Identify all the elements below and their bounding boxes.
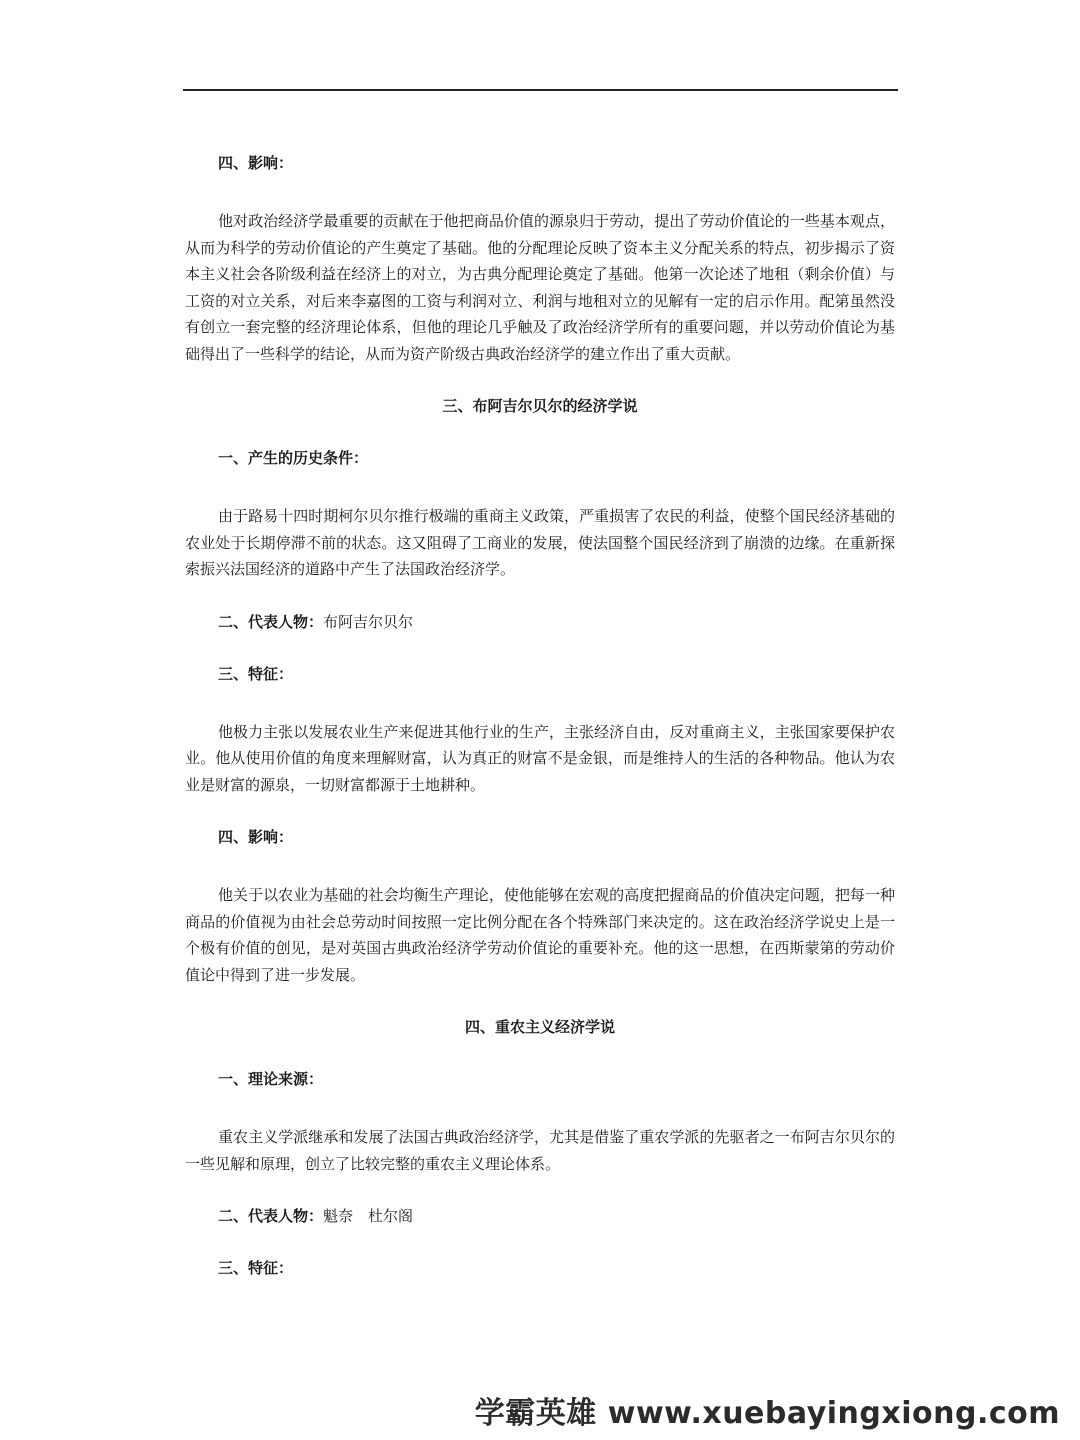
paragraph-theory-source: 重农主义学派继承和发展了法国古典政治经济学，尤其是借鉴了重农学派的先驱者之一布阿吉尔贝尔的一些见解和原理，创立了比较完整的重农主义理论体系。 bbox=[185, 1128, 895, 1173]
header-rule bbox=[183, 89, 898, 91]
paragraph-petty-influence: 他对政治经济学最重要的贡献在于他把商品价值的源泉归于劳动，提出了劳动价值论的一些基本观点，从而为科学的劳动价值论的产生奠定了基础。他的分配理论反映了资本主义分配关系的特点，初步揭示了资本主义社会各阶级利益在经济上的对立，为古典分配理论奠定了基础。他第一次论述了地租（剩余价值）与工资的对立关系，对后来李嘉图的工资与利润对立、利润与地租对立的见解有一定的启示作用。配第虽然没有创立一套完整的经济理论体系，但他的理论几乎触及了政治经济学所有的重要问题，并以劳动价值论为基础得出了一些科学的结论，从而为资产阶级古典政治经济学的建立作出了重大贡献。 bbox=[185, 212, 895, 363]
subheading-features: 三、特征： bbox=[218, 664, 294, 683]
paragraph-historical-conditions: 由于路易十四时期柯尔贝尔推行极端的重商主义政策，严重损害了农民的利益，使整个国民经济基础的农业处于长期停滞不前的状态。这又阻碍了工商业的发展，使法国整个国民经济到了崩溃的边缘。在重新探索振兴法国经济的道路中产生了法国政治经济学。 bbox=[185, 507, 895, 578]
subheading-historical-conditions: 一、产生的历史条件： bbox=[218, 449, 369, 467]
subheading-influence-2: 四、影响： bbox=[218, 828, 294, 846]
subheading-representatives-2 bbox=[185, 1203, 895, 1229]
representative-names: 魁奈 杜尔阁 bbox=[323, 1207, 414, 1225]
subheading-representative bbox=[185, 609, 895, 635]
subheading-label: 二、代表人物： bbox=[218, 1207, 324, 1225]
representative-name: 布阿吉尔贝尔 bbox=[323, 612, 414, 631]
subheading-features-2: 三、特征： bbox=[218, 1259, 294, 1277]
section-title-boisguilbert: 三、布阿吉尔贝尔的经济学说 bbox=[442, 397, 638, 415]
paragraph-boisguilbert-influence: 他关于以农业为基础的社会均衡生产理论，使他能够在宏观的高度把握商品的价值决定问题，把每一种商品的价值视为由社会总劳动时间按照一定比例分配在各个特殊部门来决定的。这在政治经济学说史上是一个极有价值的创见，是对英国古典政治经济学劳动价值论的重要补充。他的这一思想，在西斯蒙第的劳动价值论中得到了进一步发展。 bbox=[185, 886, 895, 984]
subheading-influence: 四、影响： bbox=[218, 154, 294, 172]
site-watermark: 学霸英雄 www.xuebayingxiong.com bbox=[474, 1396, 1060, 1431]
section-title-physiocracy: 四、重农主义经济学说 bbox=[464, 1018, 615, 1036]
paragraph-features: 他极力主张以发展农业生产来促进其他行业的生产，主张经济自由，反对重商主义，主张国家要保护农业。他从使用价值的角度来理解财富，认为真正的财富不是金银，而是维持人的生活的各种物品。他认为农业是财富的源泉，一切财富都源于土地耕种。 bbox=[185, 722, 895, 794]
subheading-label: 二、代表人物： bbox=[218, 612, 324, 631]
subheading-theory-source: 一、理论来源： bbox=[218, 1070, 324, 1088]
document-body bbox=[185, 150, 895, 1281]
